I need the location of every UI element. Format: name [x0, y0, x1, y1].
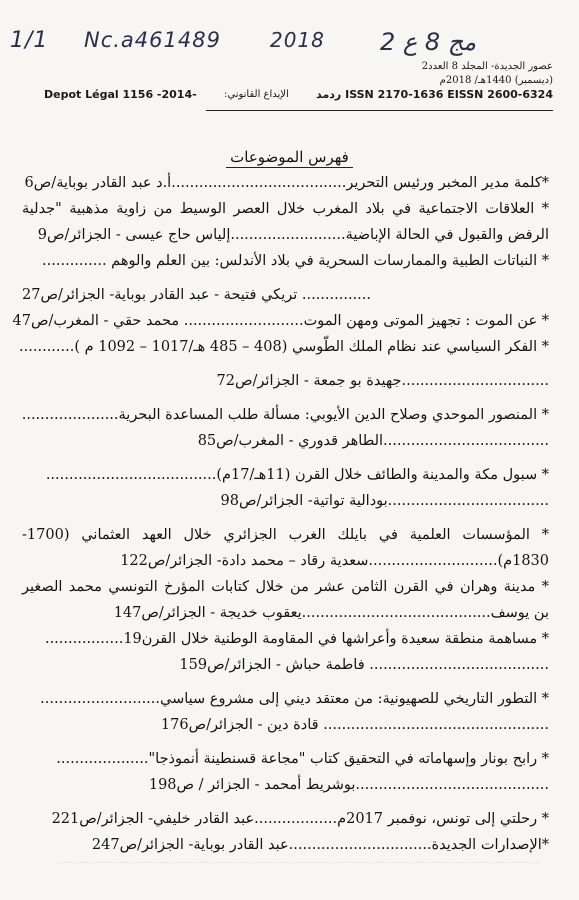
- toc-line: * المنصور الموحدي وصلاح الدين الأيوبي: مسألة طلب المساعدة البحرية.....................: [21, 407, 549, 423]
- toc-line: * رحلتي إلى تونس، نوفمبر 2017م..................عبد القادر خليفي- الجزائر/ص221: [51, 811, 549, 827]
- toc-line: ....................................الطاهر قدوري - المغرب/ص85: [197, 433, 549, 449]
- toc-line: * النباتات الطبية والممارسات السحرية في بلاد الأندلس: بين العلم والوهم ..............: [42, 253, 549, 269]
- toc-line: ..........................................بوشريط أمحمد - الجزائر / ص198: [148, 777, 549, 793]
- legal-deposit-label: الإيداع القانوني:: [223, 89, 289, 100]
- journal-date: (ديسمبر) 1440هـ/ 2018م: [439, 75, 553, 86]
- handwritten-year: 2018: [270, 28, 325, 52]
- toc-line: ................................................. قادة دين - الجزائر/ص176: [160, 717, 549, 733]
- handwritten-page-number: 1/1: [10, 28, 49, 53]
- toc-title: فهرس الموضوعات: [0, 148, 579, 166]
- toc-line: الرفض والقبول في الحالة الإباضية.........................إلياس حاج عيسى - الجزائر/ص9: [37, 227, 549, 243]
- toc-line: * مدينة وهران في القرن الثامن عشر من خلال كتابات المؤرخ التونسي محمد الصغير: [22, 579, 549, 595]
- bleed-through-line: [60, 862, 539, 873]
- header-divider: [206, 110, 553, 111]
- toc-line: * عن الموت : تجهيز الموتى ومهن الموت.......................... محمد حقي - المغرب/ص47: [12, 313, 549, 329]
- toc-line: ....................................... فاطمة حباش - الجزائر/ص159: [179, 657, 549, 673]
- toc-line: * سبول مكة والمدينة والطائف خلال القرن (11هـ/17م).....................................: [45, 467, 549, 483]
- issn: ردمد ISSN 2170-1636 EISSN 2600-6324: [316, 88, 553, 101]
- toc-line: * الفكر السياسي عند نظام الملك الطّوسي (408 – 485 هـ/1017 – 1092 م )............: [19, 339, 549, 355]
- toc-line: ...................................بودالية تواتية- الجزائر/ص98: [220, 493, 549, 509]
- toc-line: ................................جهيدة بو جمعة - الجزائر/ص72: [216, 373, 549, 389]
- toc-line: * العلاقات الاجتماعية في بلاد المغرب خلال العصر الوسيط من زاوية مذهبية "جدلية: [22, 201, 549, 217]
- toc-line: ............... تريكي فتيحة - عبد القادر بوباية- الجزائر/ص27: [22, 287, 372, 303]
- handwritten-volume-ref: مج 8 ع 2: [380, 28, 477, 56]
- table-of-contents: [12, 170, 549, 858]
- depot-legal: Depot Légal 1156 -2014-: [44, 88, 197, 101]
- toc-line: * المؤسسات العلمية في بايلك الغرب الجزائري خلال العهد العثماني (1700-: [22, 527, 549, 543]
- toc-line: *الإصدارات الجديدة...............................عبد القادر بوباية- الجزائر/ص247: [91, 837, 549, 853]
- toc-line: * التطور التاريخي للصهيونية: من معتقد ديني إلى مشروع سياسي..........................: [40, 691, 549, 707]
- journal-identifiers: [44, 88, 553, 102]
- journal-name: عصور الجديدة- المجلد 8 العدد2: [421, 61, 553, 72]
- toc-line: بن يوسف.........................................يعقوب خديجة - الجزائر/ص147: [113, 605, 549, 621]
- handwritten-catalog-code: Nc.a461489: [84, 28, 221, 52]
- toc-line: *كلمة مدير المخبر ورئيس التحرير......................................أ.د عبد القادر بوباية/ص6: [24, 175, 549, 191]
- toc-line: * رابح بونار وإسهاماته في التحقيق كتاب "مجاعة قسنطينة أنموذجا"....................: [56, 751, 549, 767]
- toc-line: 1830م)............................سعدية رقاد – محمد دادة- الجزائر/ص122: [120, 553, 549, 569]
- toc-line: * مساهمة منطقة سعيدة وأعراشها في المقاومة الوطنية خلال القرن19.................: [44, 631, 549, 647]
